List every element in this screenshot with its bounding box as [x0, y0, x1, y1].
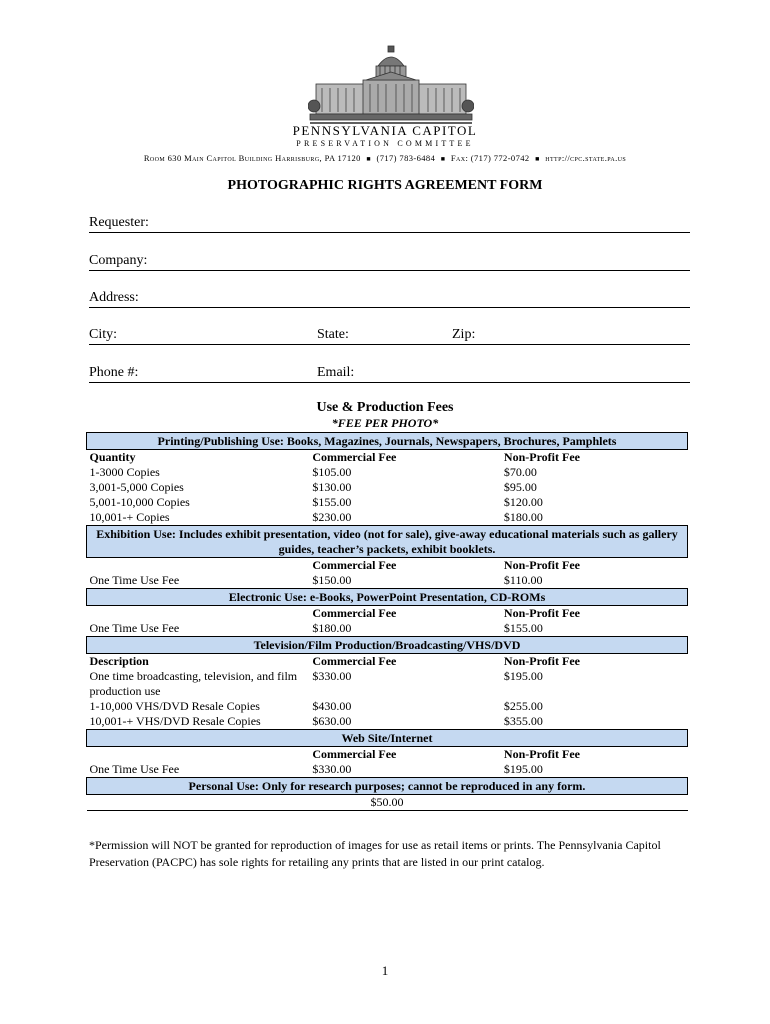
- column-header: Non-Profit Fee: [503, 606, 580, 620]
- column-header: Commercial Fee: [312, 558, 397, 572]
- nonprofit-fee: $355.00: [503, 714, 543, 728]
- column-header: Commercial Fee: [312, 606, 397, 620]
- address-label: Address:: [89, 290, 139, 305]
- table-row: [87, 480, 688, 495]
- company-label: Company:: [89, 253, 148, 268]
- nonprofit-fee: $255.00: [503, 699, 543, 713]
- requester-field[interactable]: [89, 214, 690, 233]
- separator-icon: ■: [366, 155, 371, 163]
- nonprofit-fee: $155.00: [503, 621, 543, 635]
- nonprofit-fee: $110.00: [503, 573, 543, 587]
- section-printing: [87, 433, 688, 450]
- commercial-fee: $330.00: [312, 669, 352, 683]
- column-header: Non-Profit Fee: [503, 747, 580, 761]
- row-label: One time broadcasting, television, and film production use: [89, 669, 298, 698]
- section-web: [87, 730, 688, 747]
- row-label: 1-3000 Copies: [89, 465, 160, 479]
- row-label: 5,001-10,000 Copies: [89, 495, 190, 509]
- table-row: [87, 621, 688, 637]
- fee-table: [86, 432, 688, 811]
- separator-icon: ■: [440, 155, 446, 163]
- commercial-fee: $180.00: [312, 621, 352, 635]
- fax-text: Fax: (717) 772-0742: [450, 153, 530, 163]
- company-field[interactable]: [89, 252, 690, 271]
- requester-label: Requester:: [89, 215, 149, 230]
- permission-note: *Permission will NOT be granted for reproduction of images for use as retail items or prints. The Pennsylvania Capitol Preservation (PACPC) has sole rights for retailing any prints that are listed in our print catalog.: [89, 838, 661, 869]
- section-television: [87, 637, 688, 654]
- commercial-fee: $630.00: [312, 714, 352, 728]
- empty-cell: [87, 747, 310, 763]
- table-row: [87, 510, 688, 526]
- nonprofit-fee: $120.00: [503, 495, 543, 509]
- section-heading: Electronic Use: e-Books, PowerPoint Presentation, CD-ROMs: [87, 589, 688, 606]
- column-header: Commercial Fee: [312, 654, 397, 668]
- fees-subtitle: *FEE PER PHOTO*: [331, 416, 439, 430]
- column-header: Quantity: [89, 450, 136, 464]
- row-label: One Time Use Fee: [89, 573, 180, 587]
- form-title: PHOTOGRAPHIC RIGHTS AGREEMENT FORM: [227, 178, 543, 193]
- section-electronic: [87, 589, 688, 606]
- city-state-zip-field[interactable]: [89, 326, 690, 345]
- nonprofit-fee: $70.00: [503, 465, 537, 479]
- nonprofit-fee: $180.00: [503, 510, 543, 524]
- table-row: [87, 795, 688, 811]
- column-header: Commercial Fee: [312, 450, 397, 464]
- section-heading: Exhibition Use: Includes exhibit presentation, video (not for sale), give-away educational materials such as gallery guides, teacher’s packets, exhibit booklets.: [87, 526, 688, 558]
- fees-title: Use & Production Fees: [316, 400, 454, 415]
- org-name: PENNSYLVANIA CAPITOL: [292, 123, 478, 138]
- separator-icon: ■: [535, 155, 540, 163]
- table-row: [87, 495, 688, 510]
- phone-text: (717) 783-6484: [376, 153, 436, 163]
- phone-email-field[interactable]: [89, 364, 690, 383]
- table-row: [87, 606, 688, 622]
- website-link[interactable]: http://cpc.state.pa.us: [545, 153, 627, 163]
- section-heading: Personal Use: Only for research purposes; cannot be reproduced in any form.: [87, 778, 688, 795]
- nonprofit-fee: $195.00: [503, 669, 543, 683]
- table-row: [87, 558, 688, 574]
- section-heading: Web Site/Internet: [87, 730, 688, 747]
- zip-label: Zip:: [452, 327, 476, 342]
- page-number: 1: [381, 963, 389, 978]
- row-label: 1-10,000 VHS/DVD Resale Copies: [89, 699, 260, 713]
- table-row: [87, 669, 688, 699]
- org-subtitle: PRESERVATION COMMITTEE: [296, 139, 474, 148]
- table-row: [87, 450, 688, 466]
- phone-label: Phone #:: [89, 365, 139, 380]
- row-label: 10,001-+ Copies: [89, 510, 170, 524]
- column-header: Commercial Fee: [312, 747, 397, 761]
- table-row: [87, 654, 688, 670]
- commercial-fee: $130.00: [312, 480, 352, 494]
- address-line: [0, 153, 770, 164]
- row-label: One Time Use Fee: [89, 621, 180, 635]
- capitol-building-icon: [308, 44, 474, 126]
- commercial-fee: $330.00: [312, 762, 352, 776]
- commercial-fee: $150.00: [312, 573, 352, 587]
- table-row: [87, 762, 688, 778]
- state-label: State:: [317, 327, 349, 342]
- column-header: Non-Profit Fee: [503, 654, 580, 668]
- empty-cell: [87, 606, 310, 622]
- table-row: [87, 747, 688, 763]
- column-header: Non-Profit Fee: [503, 558, 580, 572]
- commercial-fee: $155.00: [312, 495, 352, 509]
- section-heading: Printing/Publishing Use: Books, Magazines, Journals, Newspapers, Brochures, Pamphlets: [87, 433, 688, 450]
- column-header: Non-Profit Fee: [503, 450, 580, 464]
- row-label: One Time Use Fee: [89, 762, 180, 776]
- address-text: Room 630 Main Capitol Building Harrisburg, PA 17120: [143, 153, 361, 163]
- row-label: 3,001-5,000 Copies: [89, 480, 184, 494]
- nonprofit-fee: $195.00: [503, 762, 543, 776]
- city-label: City:: [89, 327, 118, 342]
- address-field[interactable]: [89, 289, 690, 308]
- section-heading: Television/Film Production/Broadcasting/VHS/DVD: [87, 637, 688, 654]
- column-header: Description: [89, 654, 149, 668]
- commercial-fee: $230.00: [312, 510, 352, 524]
- section-personal: [87, 778, 688, 795]
- email-label: Email:: [317, 365, 355, 380]
- nonprofit-fee: $95.00: [503, 480, 537, 494]
- section-exhibition: [87, 526, 688, 558]
- row-label: 10,001-+ VHS/DVD Resale Copies: [89, 714, 261, 728]
- commercial-fee: $105.00: [312, 465, 352, 479]
- commercial-fee: $430.00: [312, 699, 352, 713]
- table-row: [87, 714, 688, 730]
- table-row: [87, 699, 688, 714]
- table-row: [87, 573, 688, 589]
- table-row: [87, 465, 688, 480]
- empty-cell: [87, 558, 310, 574]
- personal-fee: $50.00: [87, 795, 688, 811]
